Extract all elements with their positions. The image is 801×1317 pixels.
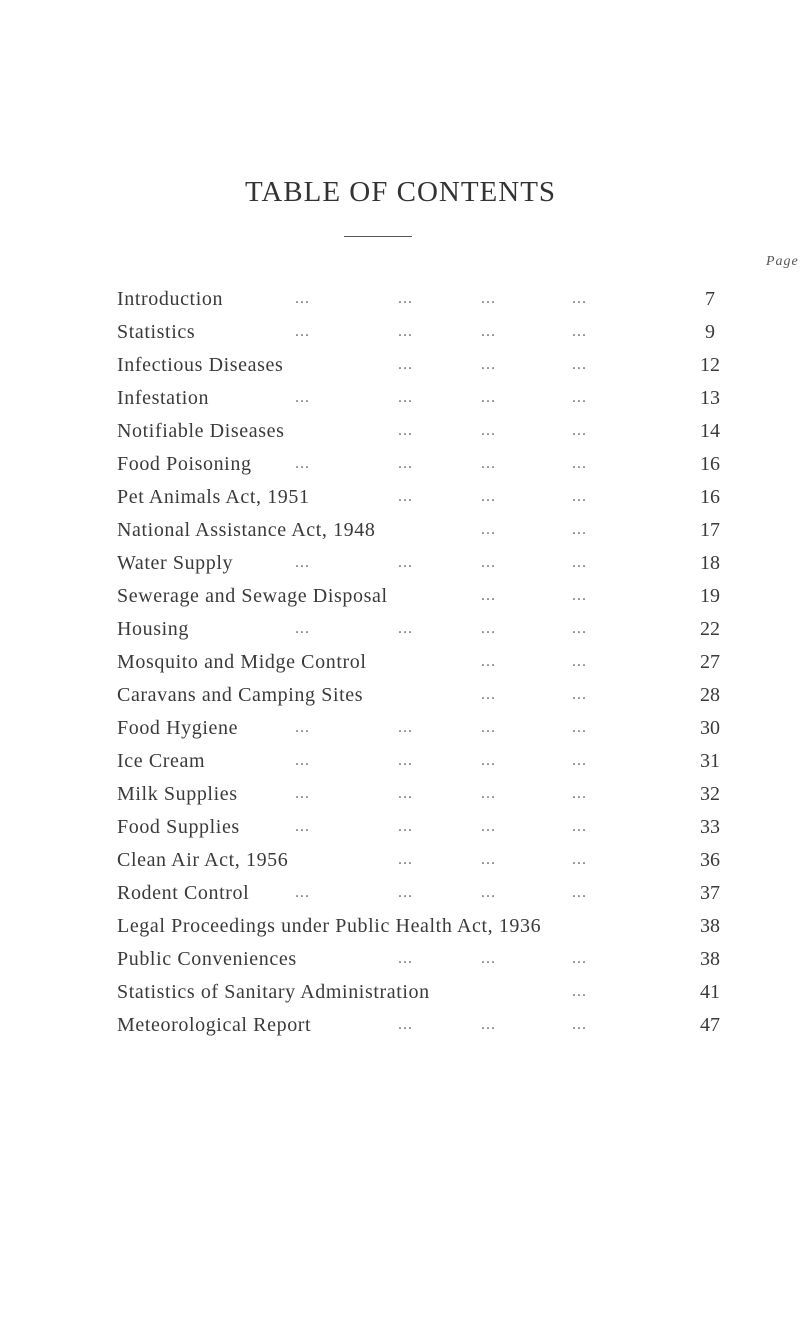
leader-dots: ... <box>481 719 496 736</box>
toc-entry-page: 41 <box>700 981 720 1003</box>
leader-dots: ... <box>572 719 587 736</box>
leader-dots: ... <box>481 554 496 571</box>
toc-entry-title: Meteorological Report <box>117 1014 312 1036</box>
leader-dots: ... <box>295 620 310 637</box>
leader-dots: ... <box>481 620 496 637</box>
toc-entry-page: 22 <box>700 618 720 640</box>
leader-dots: ... <box>572 389 587 406</box>
toc-entry-title: Sewerage and Sewage Disposal <box>117 585 388 607</box>
toc-entry <box>0 747 801 779</box>
leader-dots: ... <box>398 455 413 472</box>
leader-dots: ... <box>481 389 496 406</box>
leader-dots: ... <box>481 521 496 538</box>
leader-dots: ... <box>398 389 413 406</box>
leader-dots: ... <box>295 785 310 802</box>
page-column-label: Page <box>766 254 799 269</box>
leader-dots: ... <box>572 455 587 472</box>
leader-dots: ... <box>295 323 310 340</box>
toc-entry-page: 19 <box>700 585 720 607</box>
leader-dots: ... <box>481 752 496 769</box>
toc-entry-page: 33 <box>700 816 720 838</box>
leader-dots: ... <box>572 356 587 373</box>
toc-entry-title: Rodent Control <box>117 882 250 904</box>
leader-dots: ... <box>572 290 587 307</box>
toc-entry <box>0 318 801 350</box>
toc-entry-page: 37 <box>700 882 720 904</box>
leader-dots: ... <box>398 884 413 901</box>
leader-dots: ... <box>572 785 587 802</box>
toc-entry-title: Mosquito and Midge Control <box>117 651 367 673</box>
toc-entry-page: 12 <box>700 354 720 376</box>
leader-dots: ... <box>295 389 310 406</box>
toc-entry-page: 36 <box>700 849 720 871</box>
toc-entry <box>0 945 801 977</box>
leader-dots: ... <box>295 455 310 472</box>
leader-dots: ... <box>481 356 496 373</box>
leader-dots: ... <box>398 620 413 637</box>
leader-dots: ... <box>572 983 587 1000</box>
toc-entry <box>0 648 801 680</box>
leader-dots: ... <box>295 818 310 835</box>
page-title: TABLE OF CONTENTS <box>244 176 557 208</box>
toc-entry-title: Notifiable Diseases <box>117 420 285 442</box>
toc-entry-title: Infestation <box>117 387 210 409</box>
leader-dots: ... <box>481 422 496 439</box>
toc-entry <box>0 714 801 746</box>
toc-entry-page: 31 <box>700 750 720 772</box>
leader-dots: ... <box>572 521 587 538</box>
leader-dots: ... <box>398 719 413 736</box>
leader-dots: ... <box>398 752 413 769</box>
leader-dots: ... <box>572 818 587 835</box>
toc-entry-title: Clean Air Act, 1956 <box>117 849 289 871</box>
toc-entry-page: 16 <box>700 453 720 475</box>
toc-entry <box>0 417 801 449</box>
leader-dots: ... <box>572 587 587 604</box>
leader-dots: ... <box>572 620 587 637</box>
leader-dots: ... <box>572 884 587 901</box>
leader-dots: ... <box>398 818 413 835</box>
toc-entry-page: 17 <box>700 519 720 541</box>
leader-dots: ... <box>572 554 587 571</box>
leader-dots: ... <box>398 1016 413 1033</box>
toc-entry <box>0 780 801 812</box>
leader-dots: ... <box>295 884 310 901</box>
leader-dots: ... <box>398 422 413 439</box>
toc-entry-page: 7 <box>705 288 715 310</box>
toc-entry-page: 13 <box>700 387 720 409</box>
toc-entry-title: Housing <box>117 618 189 640</box>
leader-dots: ... <box>295 719 310 736</box>
toc-entry <box>0 846 801 878</box>
toc-entry-page: 9 <box>705 321 715 343</box>
toc-entry <box>0 582 801 614</box>
toc-entry <box>0 681 801 713</box>
leader-dots: ... <box>481 785 496 802</box>
toc-entry-title: Food Supplies <box>117 816 240 838</box>
toc-entry-title: Caravans and Camping Sites <box>117 684 364 706</box>
toc-entry-title: Statistics of Sanitary Administration <box>117 981 430 1003</box>
toc-entry <box>0 549 801 581</box>
toc-entry <box>0 516 801 548</box>
leader-dots: ... <box>572 422 587 439</box>
toc-entry <box>0 384 801 416</box>
toc-entry-title: Statistics <box>117 321 196 343</box>
leader-dots: ... <box>398 356 413 373</box>
leader-dots: ... <box>481 1016 496 1033</box>
toc-entry <box>0 813 801 845</box>
toc-entry <box>0 285 801 317</box>
leader-dots: ... <box>481 884 496 901</box>
leader-dots: ... <box>572 851 587 868</box>
leader-dots: ... <box>398 290 413 307</box>
toc-entry <box>0 879 801 911</box>
toc-entry-page: 27 <box>700 651 720 673</box>
leader-dots: ... <box>398 488 413 505</box>
toc-entry <box>0 351 801 383</box>
leader-dots: ... <box>398 323 413 340</box>
toc-entry-title: Legal Proceedings under Public Health Act, 1936 <box>117 915 542 937</box>
leader-dots: ... <box>481 950 496 967</box>
leader-dots: ... <box>295 290 310 307</box>
toc-entry-page: 14 <box>700 420 720 442</box>
toc-entry-title: Food Hygiene <box>117 717 239 739</box>
toc-entry-title: Food Poisoning <box>117 453 252 475</box>
toc-entry <box>0 1011 801 1043</box>
leader-dots: ... <box>481 686 496 703</box>
leader-dots: ... <box>398 554 413 571</box>
leader-dots: ... <box>481 290 496 307</box>
leader-dots: ... <box>398 950 413 967</box>
leader-dots: ... <box>572 323 587 340</box>
toc-entry-title: Public Conveniences <box>117 948 297 970</box>
toc-entry-title: Introduction <box>117 288 224 310</box>
toc-entry <box>0 912 801 944</box>
toc-entry <box>0 450 801 482</box>
toc-entry-page: 38 <box>700 948 720 970</box>
toc-entry <box>0 615 801 647</box>
leader-dots: ... <box>481 455 496 472</box>
leader-dots: ... <box>295 752 310 769</box>
leader-dots: ... <box>481 323 496 340</box>
leader-dots: ... <box>481 818 496 835</box>
toc-entry-title: Ice Cream <box>117 750 206 772</box>
toc-entry-page: 28 <box>700 684 720 706</box>
toc-entry-page: 30 <box>700 717 720 739</box>
leader-dots: ... <box>481 587 496 604</box>
toc-entry-page: 18 <box>700 552 720 574</box>
toc-entry <box>0 483 801 515</box>
toc-entry-title: Water Supply <box>117 552 234 574</box>
toc-entry <box>0 978 801 1010</box>
leader-dots: ... <box>572 686 587 703</box>
leader-dots: ... <box>398 785 413 802</box>
leader-dots: ... <box>572 653 587 670</box>
leader-dots: ... <box>295 554 310 571</box>
leader-dots: ... <box>572 1016 587 1033</box>
toc-entry-page: 47 <box>700 1014 720 1036</box>
toc-entry-title: Pet Animals Act, 1951 <box>117 486 310 508</box>
leader-dots: ... <box>572 950 587 967</box>
toc-entry-page: 38 <box>700 915 720 937</box>
leader-dots: ... <box>572 488 587 505</box>
leader-dots: ... <box>481 851 496 868</box>
toc-entry-page: 16 <box>700 486 720 508</box>
toc-entry-title: National Assistance Act, 1948 <box>117 519 376 541</box>
leader-dots: ... <box>398 851 413 868</box>
leader-dots: ... <box>481 488 496 505</box>
toc-entry-title: Milk Supplies <box>117 783 238 805</box>
leader-dots: ... <box>572 752 587 769</box>
leader-dots: ... <box>481 653 496 670</box>
toc-entry-page: 32 <box>700 783 720 805</box>
toc-entry-title: Infectious Diseases <box>117 354 284 376</box>
